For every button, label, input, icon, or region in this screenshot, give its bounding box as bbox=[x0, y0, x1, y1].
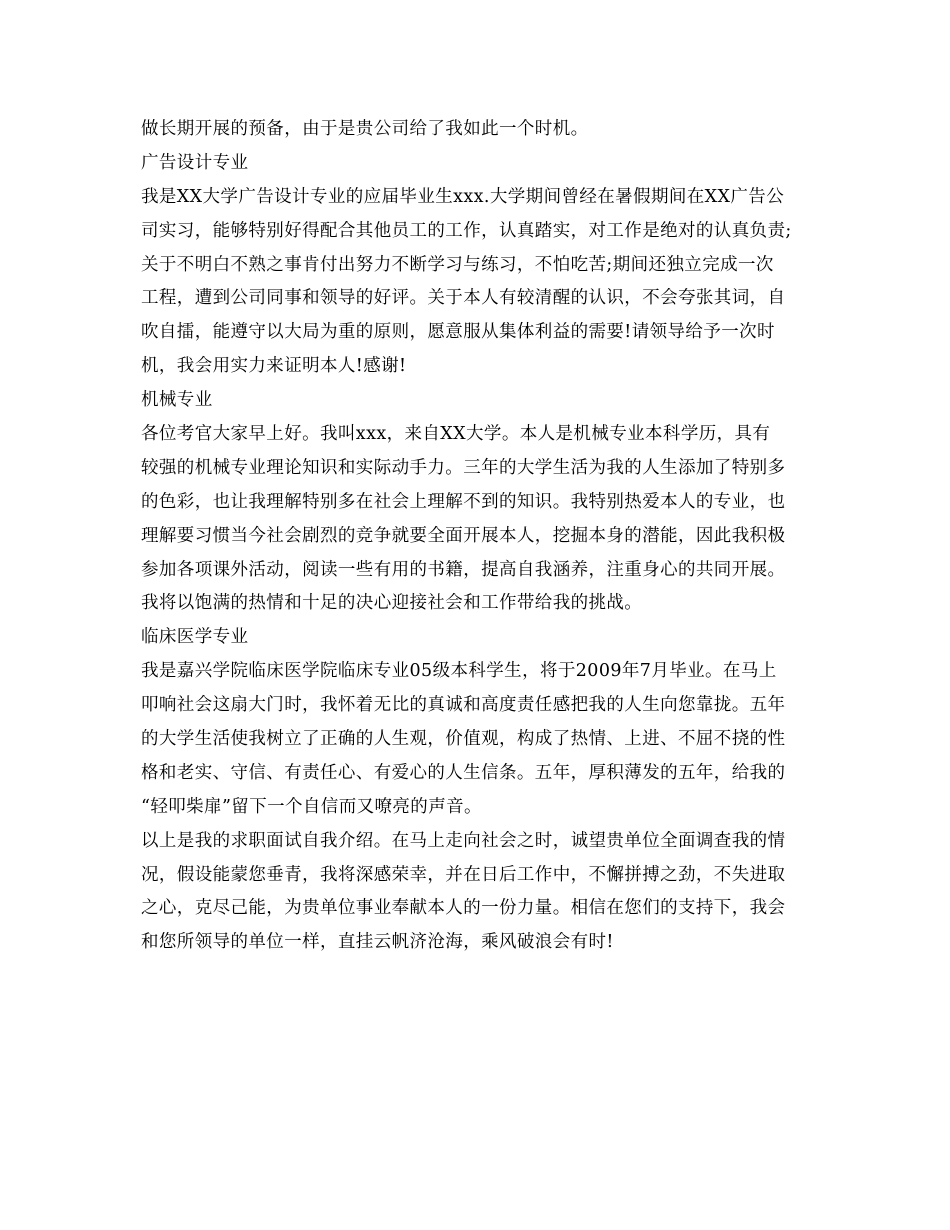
body-line: 关于不明白不熟之事肯付出努力不断学习与练习，不怕吃苦;期间还独立完成一次 bbox=[141, 254, 774, 275]
body-line: 工程，遭到公司同事和领导的好评。关于本人有较清醒的认识，不会夸张其词，自 bbox=[141, 288, 786, 309]
body-line: “轻叩柴扉”留下一个自信而又嘹亮的声音。 bbox=[141, 796, 482, 817]
body-line: 之心，克尽己能，为贵单位事业奉献本人的一份力量。相信在您们的支持下，我会 bbox=[141, 898, 786, 919]
body-line: 况，假设能蒙您垂青，我将深感荣幸，并在日后工作中，不懈拼搏之劲，不失进取 bbox=[141, 864, 786, 885]
body-line: 机，我会用实力来证明本人!感谢! bbox=[141, 356, 407, 377]
body-line: 司实习，能够特别好得配合其他员工的工作，认真踏实，对工作是绝对的认真负责; bbox=[141, 220, 792, 241]
body-line: 我是XX大学广告设计专业的应届毕业生xxx.大学期间曾经在暑假期间在XX广告公 bbox=[141, 186, 785, 207]
body-line: 格和老实、守信、有责任心、有爱心的人生信条。五年，厚积薄发的五年，给我的 bbox=[141, 762, 786, 783]
body-line: 参加各项课外活动，阅读一些有用的书籍，提高自我涵养，注重身心的共同开展。 bbox=[141, 559, 786, 580]
section-heading-advertising-design: 广告设计专业 bbox=[141, 152, 249, 173]
body-line: 我将以饱满的热情和十足的决心迎接社会和工作带给我的挑战。 bbox=[141, 593, 643, 614]
body-line: 和您所领导的单位一样，直挂云帆济沧海，乘风破浪会有时! bbox=[141, 932, 614, 953]
document-body bbox=[141, 113, 809, 960]
body-line: 的大学生活使我树立了正确的人生观，价值观，构成了热情、上进、不屈不挠的性 bbox=[141, 729, 786, 750]
body-line: 以上是我的求职面试自我介绍。在马上走向社会之时，诚望贵单位全面调查我的情 bbox=[141, 830, 786, 851]
section-heading-mechanical: 机械专业 bbox=[141, 390, 213, 411]
body-line: 吹自擂，能遵守以大局为重的原则，愿意服从集体利益的需要!请领导给予一次时 bbox=[141, 322, 775, 343]
body-line: 较强的机械专业理论知识和实际动手力。三年的大学生活为我的人生添加了特别多 bbox=[141, 457, 786, 478]
body-line: 叩响社会这扇大门时，我怀着无比的真诚和高度责任感把我的人生向您靠拢。五年 bbox=[141, 695, 786, 716]
body-line: 的色彩，也让我理解特别多在社会上理解不到的知识。我特别热爱本人的专业，也 bbox=[141, 491, 786, 512]
body-line: 做长期开展的预备，由于是贵公司给了我如此一个时机。 bbox=[141, 119, 589, 139]
body-line: 各位考官大家早上好。我叫xxx，来自XX大学。本人是机械专业本科学历，具有 bbox=[141, 424, 771, 445]
body-line: 理解要习惯当今社会剧烈的竞争就要全面开展本人，挖掘本身的潜能，因此我积极 bbox=[141, 525, 786, 546]
section-heading-clinical-medicine: 临床医学专业 bbox=[141, 627, 249, 648]
body-line: 我是嘉兴学院临床医学院临床专业05级本科学生，将于2009年7月毕业。在马上 bbox=[141, 661, 777, 682]
